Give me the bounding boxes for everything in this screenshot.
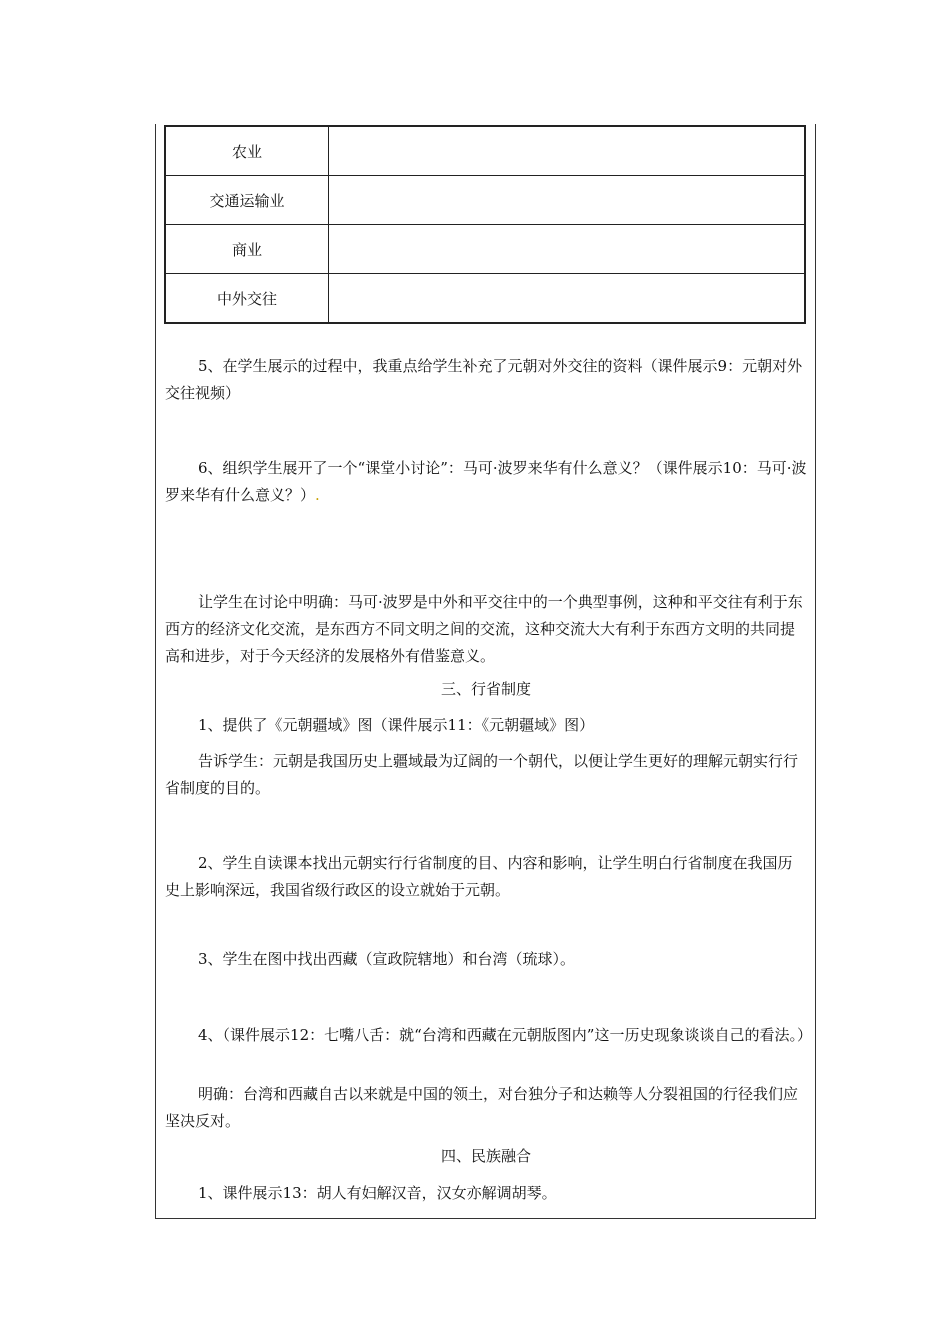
- row-value: [329, 126, 806, 176]
- section3-paragraph-4: 4、（课件展示12：七嘴八舌：就“台湾和西藏在元朝版图内”这一历史现象谈谈自己的看法。）: [198, 1026, 812, 1044]
- table-row: [165, 225, 805, 274]
- row-label: 中外交往: [165, 274, 329, 324]
- section3-paragraph-2: 2、学生自读课本找出元朝实行行省制度的目、内容和影响，让学生明白行省制度在我国历史上影响深远，我国省级行政区的设立就始于元朝。: [165, 854, 793, 899]
- paragraph-5: 5、在学生展示的过程中，我重点给学生补充了元朝对外交往的资料（课件展示9：元朝对外交往视频）: [165, 357, 803, 402]
- section3-paragraph-1: 1、提供了《元朝疆域》图（课件展示11：《元朝疆域》图）: [198, 716, 595, 734]
- paragraph-6-mark: .: [315, 486, 320, 504]
- section3-paragraph-3: 3、学生在图中找出西藏（宣政院辖地）和台湾（琉球）。: [198, 950, 576, 968]
- section4-paragraph-1: 1、课件展示13：胡人有妇解汉音，汉女亦解调胡琴。: [198, 1184, 557, 1202]
- row-value: [329, 274, 806, 324]
- table-row: [165, 176, 805, 225]
- economy-table: [164, 125, 806, 324]
- row-label: 商业: [165, 225, 329, 274]
- section3-paragraph-4b: 明确：台湾和西藏自古以来就是中国的领土，对台独分子和达赖等人分裂祖国的行径我们应坚决反对。: [165, 1085, 799, 1130]
- paragraph-6: [165, 455, 807, 509]
- section-heading-4: 四、民族融合: [440, 1147, 531, 1165]
- paragraph-6-text: 6、组织学生展开了一个“课堂小讨论”：马可·波罗来华有什么意义？（课件展示10：马可·波罗来华有什么意义？）: [165, 459, 807, 504]
- row-label: 交通运输业: [165, 176, 329, 225]
- section-heading-3: 三、行省制度: [440, 680, 531, 698]
- row-value: [329, 225, 806, 274]
- section3-paragraph-1b: 告诉学生：元朝是我国历史上疆域最为辽阔的一个朝代，以便让学生更好的理解元朝实行行省制度的目的。: [165, 752, 799, 797]
- table-row: [165, 126, 805, 176]
- row-label: 农业: [165, 126, 329, 176]
- paragraph-discussion: 让学生在讨论中明确：马可·波罗是中外和平交往中的一个典型事例，这种和平交往有利于东西方的经济文化交流，是东西方不同文明之间的交流，这种交流大大有利于东西方文明的共同提高和进步，对于今天经济的发展格外有借鉴意义。: [165, 593, 803, 665]
- row-value: [329, 176, 806, 225]
- table-row: [165, 274, 805, 324]
